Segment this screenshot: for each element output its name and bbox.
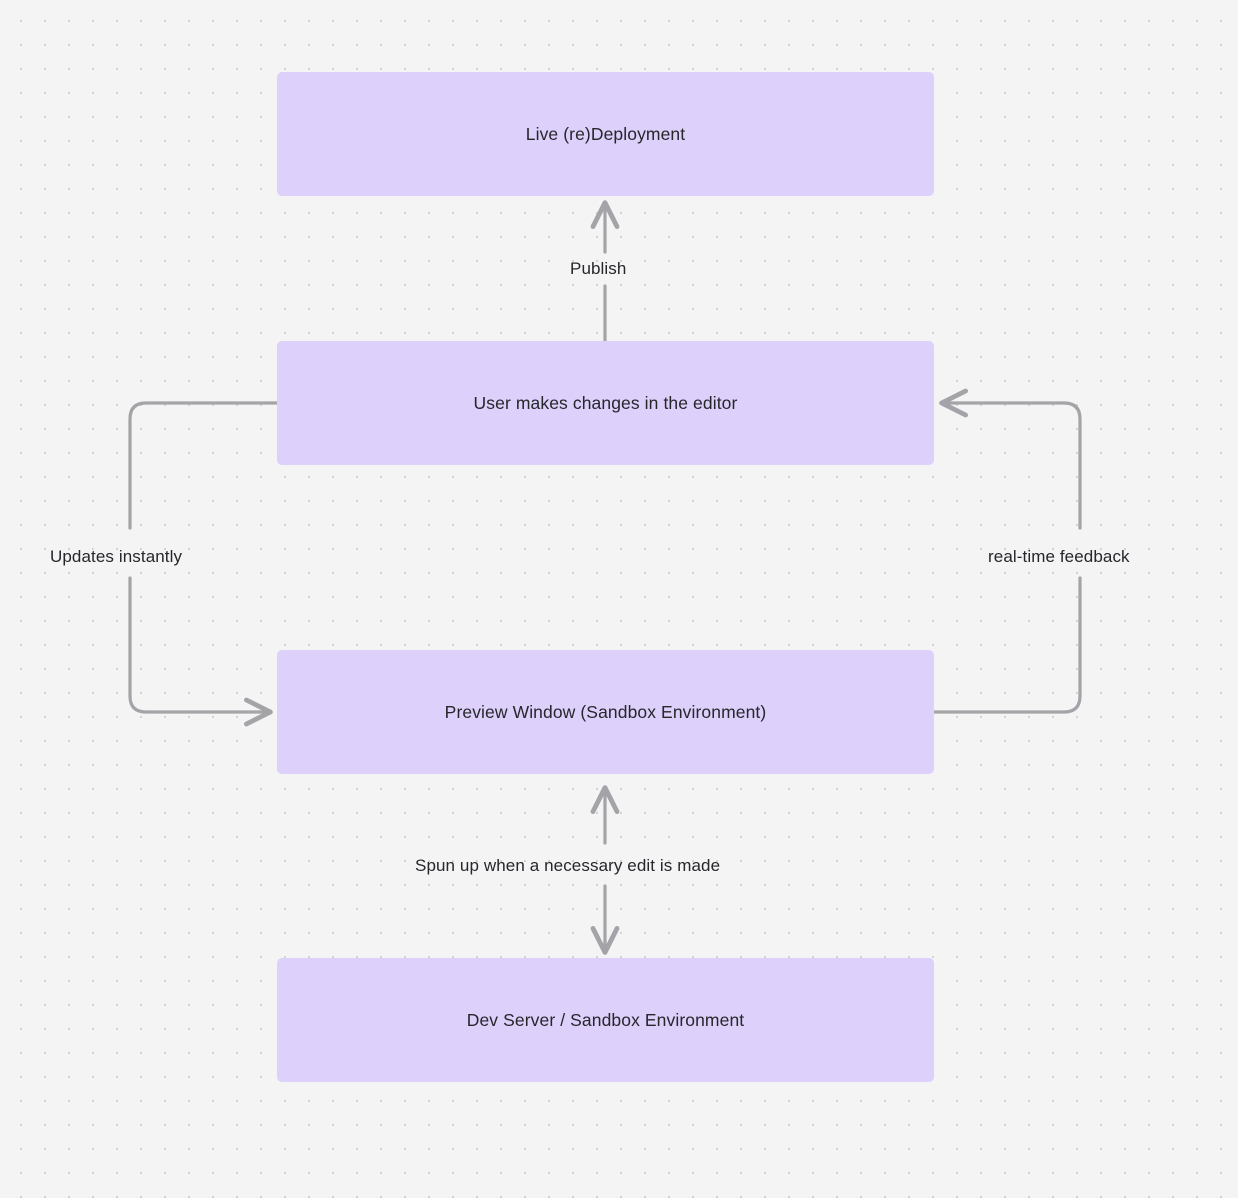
node-label: Dev Server / Sandbox Environment <box>466 1009 745 1030</box>
edge-label-real-time-feedback: real-time feedback <box>988 547 1130 566</box>
node-preview-window[interactable] <box>277 650 934 774</box>
node-live-redeployment[interactable] <box>277 72 934 196</box>
node-label: Preview Window (Sandbox Environment) <box>444 701 767 722</box>
edge-label-publish: Publish <box>570 259 627 278</box>
edge-label-spun-up: Spun up when a necessary edit is made <box>415 856 721 875</box>
node-label: User makes changes in the editor <box>473 392 738 413</box>
node-label: Live (re)Deployment <box>525 123 686 144</box>
edge-label-updates-instantly: Updates instantly <box>50 547 183 566</box>
node-dev-server[interactable] <box>277 958 934 1082</box>
node-user-makes-changes[interactable] <box>277 341 934 465</box>
